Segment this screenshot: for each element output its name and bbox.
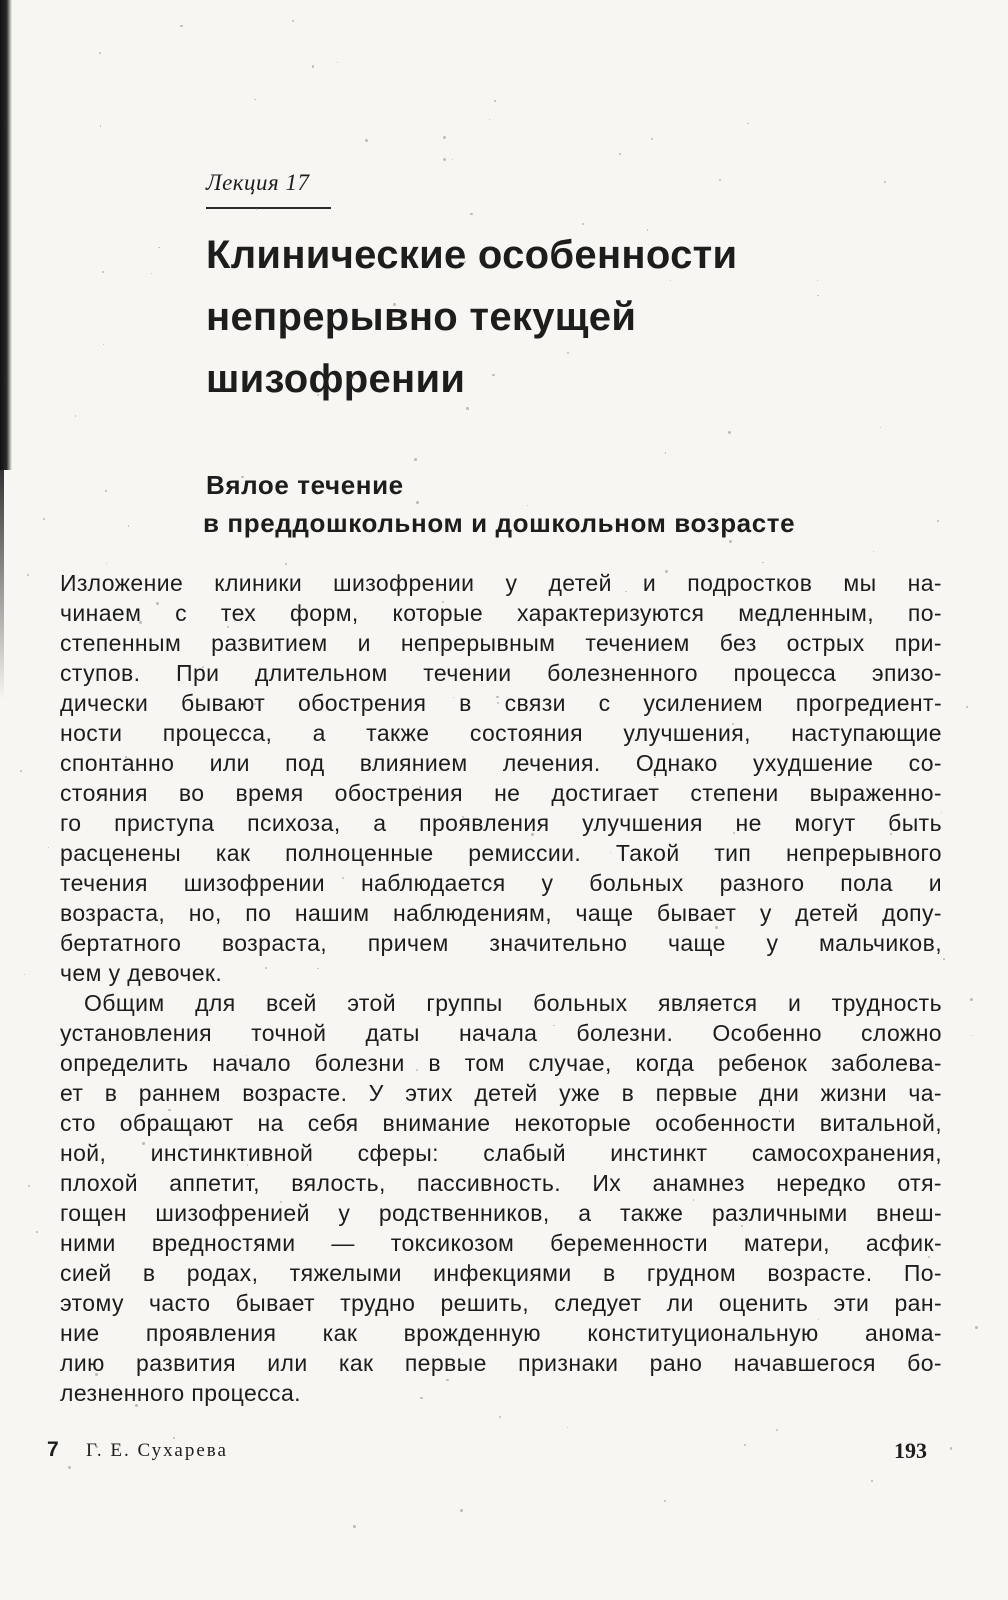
text-line: ние проявления как врожденную конституциональную анома- <box>60 1320 942 1346</box>
scan-speck <box>142 1142 145 1145</box>
scan-speck <box>128 525 129 526</box>
chapter-title-line: Клинические особенности <box>206 233 738 277</box>
scan-edge-shadow <box>0 470 4 700</box>
text-line: бертатного возраста, причем значительно чаще у мальчиков, <box>60 930 942 956</box>
chapter-title <box>206 224 906 410</box>
scan-speck <box>254 99 256 101</box>
scan-speck <box>970 998 973 1001</box>
scan-speck <box>779 1110 781 1112</box>
scan-speck <box>975 1326 978 1329</box>
lecture-label: Лекция 17 <box>206 170 310 195</box>
text-line: расценены как полноценные ремиссии. Такой тип непрерывного <box>60 840 942 866</box>
scan-speck <box>931 937 932 938</box>
text-line: ними вредностями — токсикозом беременности матери, асфик- <box>60 1230 942 1256</box>
text-line: чинаем с тех форм, которые характеризуются медленным, по- <box>60 600 942 626</box>
scan-speck <box>99 52 101 54</box>
paragraph <box>60 988 942 1408</box>
scan-speck <box>651 138 653 140</box>
scan-speck <box>966 706 967 707</box>
text-line: спонтанно или под влиянием лечения. Однако ухудшение со- <box>60 750 942 776</box>
scan-speck <box>244 1159 246 1161</box>
scan-speck <box>337 62 338 63</box>
scan-speck <box>312 65 314 67</box>
text-line: ступов. При длительном течении болезненного процесса эпизо- <box>60 660 942 686</box>
scan-speck <box>20 770 22 772</box>
scan-speck <box>285 563 287 565</box>
scan-speck <box>95 1373 97 1375</box>
scan-speck <box>647 229 648 230</box>
scan-speck <box>871 1480 873 1482</box>
scan-speck <box>27 574 29 576</box>
scan-dark-edge <box>0 0 12 470</box>
scan-speck <box>606 612 607 613</box>
scan-speck <box>254 703 256 705</box>
scan-speck <box>180 25 183 28</box>
text-line: плохой аппетит, вялость, пассивность. Их анамнез нередко отя- <box>60 1170 942 1196</box>
scan-speck <box>654 777 655 778</box>
page-footer <box>0 1436 1008 1470</box>
scan-speck <box>728 431 731 434</box>
text-line: установления точной даты начала болезни. Особенно сложно <box>60 1020 942 1046</box>
scan-speck <box>458 1363 460 1365</box>
scan-speck <box>416 501 419 504</box>
scan-speck <box>443 136 446 139</box>
scan-speck <box>452 159 453 160</box>
scan-speck <box>494 100 496 102</box>
scan-speck <box>365 139 368 142</box>
text-line: течения шизофрении наблюдается у больных разного пола и <box>60 870 942 896</box>
scan-speck <box>106 563 107 564</box>
scan-speck <box>48 847 50 849</box>
scan-speck <box>317 968 318 969</box>
scan-speck <box>729 540 732 543</box>
scan-speck <box>716 513 717 514</box>
scan-speck <box>416 1069 418 1071</box>
scan-speck <box>943 958 945 960</box>
text-line: возраста, но, по нашим наблюдениям, чаще бывает у детей допу- <box>60 900 942 926</box>
scan-speck <box>890 833 892 835</box>
text-line: го приступа психоза, а проявления улучшения не могут быть <box>60 810 942 836</box>
scan-speck <box>567 1427 568 1428</box>
scan-speck <box>28 1185 30 1187</box>
scan-speck <box>971 1035 972 1036</box>
lecture-underline <box>206 207 331 209</box>
scan-speck <box>928 1256 930 1258</box>
scan-speck <box>261 639 263 641</box>
scan-speck <box>665 570 667 572</box>
scan-speck <box>100 125 101 126</box>
text-line: стояния во время обострения не достигает степени выраженно- <box>60 780 942 806</box>
scan-speck <box>665 452 666 453</box>
scan-speck <box>527 505 528 506</box>
text-line: степенным развитием и непрерывным течением без острых при- <box>60 630 942 656</box>
text-line: Изложение клиники шизофрении у детей и подростков мы на- <box>60 570 942 596</box>
scan-speck <box>489 119 491 121</box>
scan-speck <box>393 303 395 305</box>
scan-speck <box>353 1525 356 1528</box>
text-line: дически бывают обострения в связи с усилением прогредиент- <box>60 690 942 716</box>
chapter-title-line: шизофрении <box>206 357 466 401</box>
scan-speck <box>719 179 721 181</box>
scan-speck <box>442 601 444 603</box>
paragraph <box>60 568 942 988</box>
text-line: гощен шизофренией у родственников, а также различными внеш- <box>60 1200 942 1226</box>
text-line: лию развития или как первые признаки рано начавшегося бо- <box>60 1350 942 1376</box>
scan-speck <box>43 518 45 520</box>
footer-author: Г. Е. Сухарева <box>86 1440 228 1461</box>
scan-speck <box>36 1231 38 1233</box>
text-line: определить начало болезни в том случае, когда ребенок заболева- <box>60 1050 942 1076</box>
scan-speck <box>317 394 319 396</box>
scan-speck <box>708 1004 710 1006</box>
scan-speck <box>884 181 886 183</box>
scan-speck <box>741 1225 743 1227</box>
section-title <box>203 466 966 542</box>
scan-speck <box>136 704 139 707</box>
scan-speck <box>693 1199 694 1200</box>
scan-speck <box>737 1006 739 1008</box>
scan-speck <box>776 1429 778 1431</box>
text-line: ет в раннем возрасте. У этих детей уже в первые дни жизни ча- <box>60 1080 942 1106</box>
page-number: 193 <box>894 1438 927 1463</box>
text-line: сией в родах, тяжелыми инфекциями в грудном возрасте. По- <box>60 1260 942 1286</box>
scan-speck <box>414 458 417 461</box>
scan-speck <box>156 602 159 605</box>
scan-speck <box>158 247 160 249</box>
scan-speck <box>664 1500 667 1503</box>
section-title-line: в преддошкольном и дошкольном возрасте <box>203 508 796 538</box>
chapter-title-line: непрерывно текущей <box>206 295 637 339</box>
scan-speck <box>102 271 104 273</box>
scan-speck <box>744 1444 746 1446</box>
scan-speck <box>762 562 764 564</box>
body-text <box>60 568 942 1408</box>
signature-mark: 7 <box>47 1438 59 1461</box>
text-line: ной, инстинктивной сферы: слабый инстинкт самосохранения, <box>60 1140 942 1166</box>
scan-speck <box>873 551 874 552</box>
scan-speck <box>443 158 446 161</box>
scan-speck <box>135 1404 137 1406</box>
scan-speck <box>732 723 734 725</box>
text-line: сто обращают на себя внимание некоторые особенности витальной, <box>60 1110 942 1136</box>
scan-speck <box>105 490 107 492</box>
scan-speck <box>125 756 127 758</box>
scan-speck <box>420 1397 422 1399</box>
scan-speck <box>24 974 25 975</box>
scan-speck <box>168 1109 170 1111</box>
scan-speck <box>103 344 104 345</box>
scan-speck <box>70 588 72 590</box>
scan-speck <box>715 926 718 929</box>
scan-speck <box>139 621 142 624</box>
scan-speck <box>292 20 294 22</box>
scan-speck <box>460 1509 463 1512</box>
scan-speck <box>567 352 569 354</box>
text-line: чем у девочек. <box>60 960 223 986</box>
scan-speck <box>818 1319 819 1320</box>
scan-speck <box>202 666 204 668</box>
scan-speck <box>470 213 473 216</box>
scan-speck <box>747 123 749 125</box>
scan-speck <box>491 884 492 885</box>
scan-speck <box>466 407 469 410</box>
scan-speck <box>849 699 850 700</box>
scan-speck <box>256 208 258 210</box>
text-line: этому часто бывает трудно решить, следует ли оценить эти ран- <box>60 1290 942 1316</box>
scan-speck <box>96 1446 97 1447</box>
scan-speck <box>619 153 621 155</box>
text-line: Общим для всей этой группы больных является и трудность <box>84 990 942 1016</box>
scan-speck <box>151 273 152 274</box>
text-line: лезненного процесса. <box>60 1380 301 1406</box>
scan-speck <box>75 415 77 417</box>
scan-speck <box>880 427 881 428</box>
scan-speck <box>499 1416 501 1418</box>
scan-speck <box>891 943 893 945</box>
section-title-line: Вялое течение <box>206 470 404 500</box>
text-line: ности процесса, а также состояния улучшения, наступающие <box>60 720 942 746</box>
